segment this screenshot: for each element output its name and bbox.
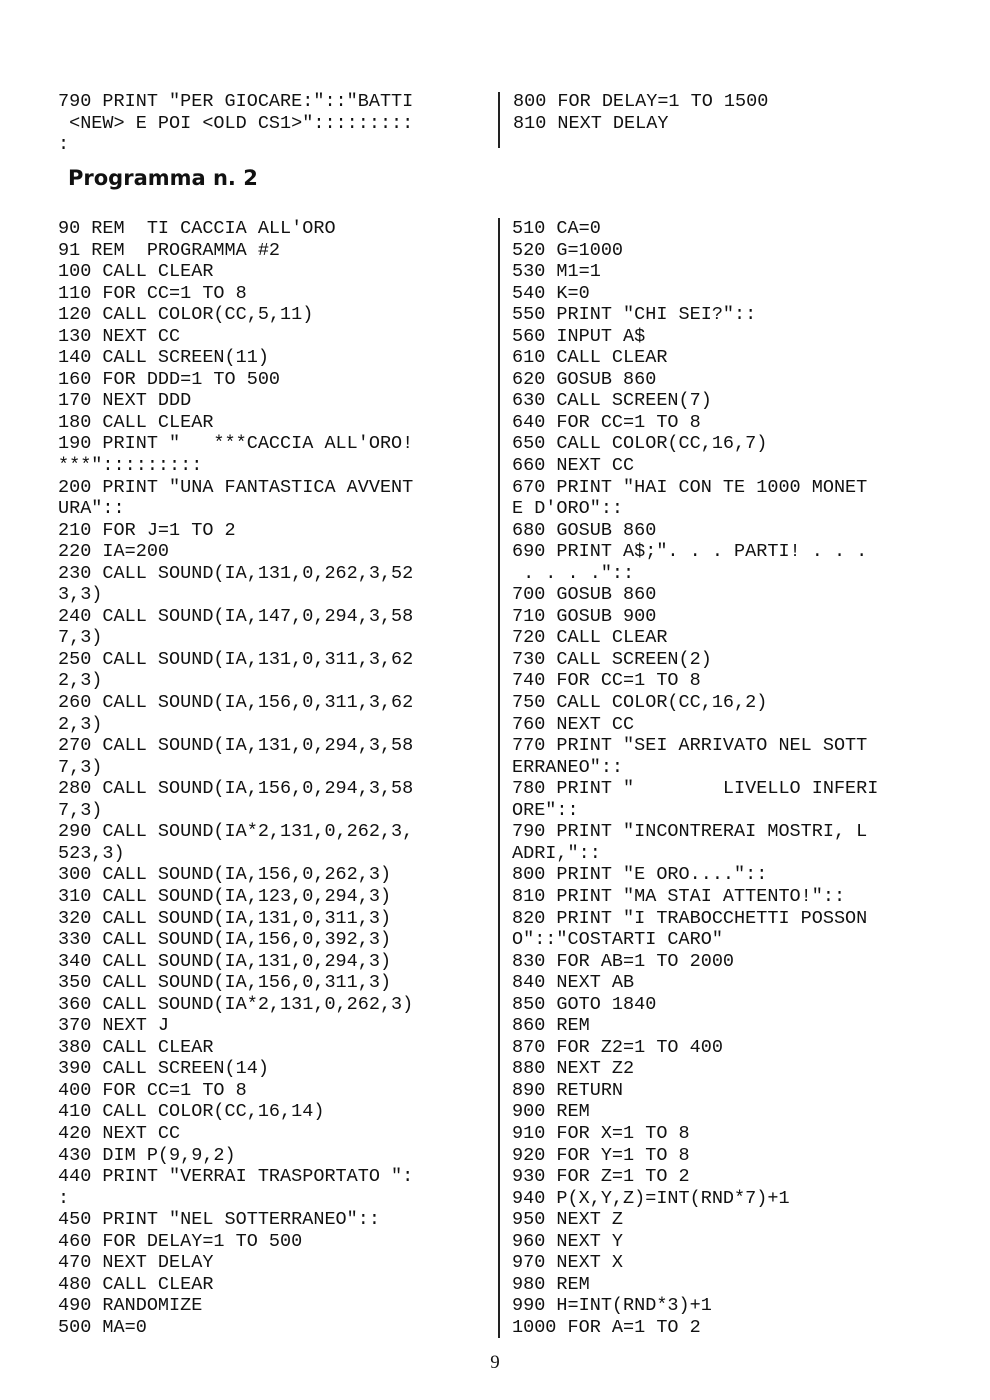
code-line: 100 CALL CLEAR — [58, 261, 214, 283]
code-line: 90 REM TI CACCIA ALL'ORO — [58, 218, 336, 239]
code-line: 360 CALL SOUND(IA*2,131,0,262,3) — [58, 993, 414, 1015]
code-line: 770 PRINT "SEI ARRIVATO NEL SOTT — [512, 735, 868, 757]
code-line: 980 REM — [512, 1273, 590, 1295]
code-line: 120 CALL COLOR(CC,5,11) — [58, 304, 314, 326]
code-line: 880 NEXT Z2 — [512, 1058, 635, 1080]
code-line: . . . .":: — [512, 562, 635, 584]
code-line: 950 NEXT Z — [512, 1209, 624, 1231]
code-line: 410 CALL COLOR(CC,16,14) — [58, 1101, 325, 1123]
page-number: 9 — [490, 1352, 500, 1373]
code-line: 800 PRINT "E ORO....":: — [512, 864, 768, 886]
code-line: 500 MA=0 — [58, 1316, 147, 1338]
code-line: 7,3) — [58, 627, 103, 649]
code-line: 990 H=INT(RND*3)+1 — [512, 1295, 712, 1317]
code-line: 190 PRINT " ***CACCIA ALL'ORO! — [58, 433, 414, 455]
code-line: 740 FOR CC=1 TO 8 — [512, 670, 701, 692]
code-line: URA":: — [58, 498, 125, 520]
code-line: 440 PRINT "VERRAI TRASPORTATO ": — [58, 1166, 414, 1188]
code-line: 200 PRINT "UNA FANTASTICA AVVENT — [58, 476, 414, 498]
code-line: 270 CALL SOUND(IA,131,0,294,3,58 — [58, 735, 414, 757]
code-line: 930 FOR Z=1 TO 2 — [512, 1166, 690, 1188]
code-line: 2,3) — [58, 713, 103, 735]
code-line: 890 RETURN — [512, 1079, 624, 1101]
code-line: 940 P(X,Y,Z)=INT(RND*7)+1 — [512, 1187, 790, 1209]
code-line: 660 NEXT CC — [512, 455, 635, 477]
code-line: 480 CALL CLEAR — [58, 1273, 214, 1295]
code-line: 840 NEXT AB — [512, 972, 635, 994]
code-line: 160 FOR DDD=1 TO 500 — [58, 368, 281, 390]
code-line: 250 CALL SOUND(IA,131,0,311,3,62 — [58, 648, 414, 670]
code-line: 820 PRINT "I TRABOCCHETTI POSSON — [512, 907, 868, 929]
top-left-code — [58, 91, 413, 156]
code-line: 330 CALL SOUND(IA,156,0,392,3) — [58, 929, 392, 951]
program-right-column — [512, 218, 878, 1338]
code-line: 260 CALL SOUND(IA,156,0,311,3,62 — [58, 692, 414, 714]
code-line: 340 CALL SOUND(IA,131,0,294,3) — [58, 950, 392, 972]
code-line: 380 CALL CLEAR — [58, 1036, 214, 1058]
code-line: ADRI,":: — [512, 842, 601, 864]
program-left-column — [58, 218, 413, 1338]
code-line: 750 CALL COLOR(CC,16,2) — [512, 692, 768, 714]
code-line: 490 RANDOMIZE — [58, 1295, 203, 1317]
code-line: ***"::::::::: — [58, 455, 203, 477]
code-line: 680 GOSUB 860 — [512, 519, 657, 541]
code-line: 3,3) — [58, 584, 103, 606]
code-line: 170 NEXT DDD — [58, 390, 192, 412]
code-line: 430 DIM P(9,9,2) — [58, 1144, 236, 1166]
code-line: : — [58, 1187, 70, 1209]
code-line: 730 CALL SCREEN(2) — [512, 648, 712, 670]
code-line: 370 NEXT J — [58, 1015, 170, 1037]
code-line: 640 FOR CC=1 TO 8 — [512, 411, 701, 433]
code-line: 300 CALL SOUND(IA,156,0,262,3) — [58, 864, 392, 886]
code-line: 540 K=0 — [512, 282, 590, 304]
code-line: 900 REM — [512, 1101, 590, 1123]
code-line: 850 GOTO 1840 — [512, 993, 657, 1015]
code-line: 220 IA=200 — [58, 541, 170, 563]
code-line: E D'ORO":: — [512, 498, 624, 520]
code-line: 290 CALL SOUND(IA*2,131,0,262,3, — [58, 821, 414, 843]
code-line: 140 CALL SCREEN(11) — [58, 347, 269, 369]
code-line: 550 PRINT "CHI SEI?":: — [512, 304, 757, 326]
code-line: 91 REM PROGRAMMA #2 — [58, 239, 281, 261]
top-right-code — [513, 91, 768, 134]
code-line: 450 PRINT "NEL SOTTERRANEO":: — [58, 1209, 380, 1231]
code-line: 7,3) — [58, 756, 103, 778]
code-line: 830 FOR AB=1 TO 2000 — [512, 950, 735, 972]
code-line: 510 CA=0 — [512, 218, 601, 239]
code-line: 2,3) — [58, 670, 103, 692]
code-line: 970 NEXT X — [512, 1252, 624, 1274]
code-line: 810 PRINT "MA STAI ATTENTO!":: — [512, 885, 846, 907]
code-line: 920 FOR Y=1 TO 8 — [512, 1144, 690, 1166]
code-line: 670 PRINT "HAI CON TE 1000 MONET — [512, 476, 868, 498]
code-line: 760 NEXT CC — [512, 713, 635, 735]
code-line: : — [58, 134, 70, 156]
code-line: 460 FOR DELAY=1 TO 500 — [58, 1230, 303, 1252]
code-line: 470 NEXT DELAY — [58, 1252, 214, 1274]
code-line: 1000 FOR A=1 TO 2 — [512, 1316, 701, 1338]
code-line: <NEW> E POI <OLD CS1>"::::::::: — [58, 112, 414, 134]
code-line: 610 CALL CLEAR — [512, 347, 668, 369]
code-line: 180 CALL CLEAR — [58, 411, 214, 433]
code-line: 790 PRINT "PER GIOCARE:"::"BATTI — [58, 91, 414, 112]
top-column-divider — [498, 92, 500, 148]
code-line: 560 INPUT A$ — [512, 325, 646, 347]
code-line: 280 CALL SOUND(IA,156,0,294,3,58 — [58, 778, 414, 800]
code-line: 710 GOSUB 900 — [512, 605, 657, 627]
code-line: 390 CALL SCREEN(14) — [58, 1058, 269, 1080]
code-line: 870 FOR Z2=1 TO 400 — [512, 1036, 723, 1058]
code-line: 400 FOR CC=1 TO 8 — [58, 1079, 247, 1101]
code-line: 780 PRINT " LIVELLO INFERI — [512, 778, 879, 800]
code-line: ERRANEO":: — [512, 756, 624, 778]
code-line: 630 CALL SCREEN(7) — [512, 390, 712, 412]
code-line: 230 CALL SOUND(IA,131,0,262,3,52 — [58, 562, 414, 584]
code-line: 650 CALL COLOR(CC,16,7) — [512, 433, 768, 455]
code-line: 310 CALL SOUND(IA,123,0,294,3) — [58, 885, 392, 907]
code-line: 320 CALL SOUND(IA,131,0,311,3) — [58, 907, 392, 929]
code-line: 620 GOSUB 860 — [512, 368, 657, 390]
code-line: 210 FOR J=1 TO 2 — [58, 519, 236, 541]
code-line: 960 NEXT Y — [512, 1230, 624, 1252]
code-line: 523,3) — [58, 842, 125, 864]
code-line: 530 M1=1 — [512, 261, 601, 283]
code-line: 240 CALL SOUND(IA,147,0,294,3,58 — [58, 605, 414, 627]
code-line: 810 NEXT DELAY — [513, 112, 669, 134]
code-line: 690 PRINT A$;". . . PARTI! . . . — [512, 541, 868, 563]
code-line: 110 FOR CC=1 TO 8 — [58, 282, 247, 304]
code-line: 520 G=1000 — [512, 239, 624, 261]
code-line: 910 FOR X=1 TO 8 — [512, 1122, 690, 1144]
section-heading: Programma n. 2 — [68, 166, 258, 190]
code-line: ORE":: — [512, 799, 579, 821]
code-line: 700 GOSUB 860 — [512, 584, 657, 606]
code-line: 130 NEXT CC — [58, 325, 181, 347]
code-line: O"::"COSTARTI CARO" — [512, 929, 723, 951]
code-line: 420 NEXT CC — [58, 1122, 181, 1144]
code-line: 720 CALL CLEAR — [512, 627, 668, 649]
program-column-divider — [498, 218, 500, 1338]
code-line: 790 PRINT "INCONTRERAI MOSTRI, L — [512, 821, 868, 843]
code-line: 860 REM — [512, 1015, 590, 1037]
code-line: 7,3) — [58, 799, 103, 821]
code-line: 350 CALL SOUND(IA,156,0,311,3) — [58, 972, 392, 994]
code-line: 800 FOR DELAY=1 TO 1500 — [513, 91, 769, 112]
